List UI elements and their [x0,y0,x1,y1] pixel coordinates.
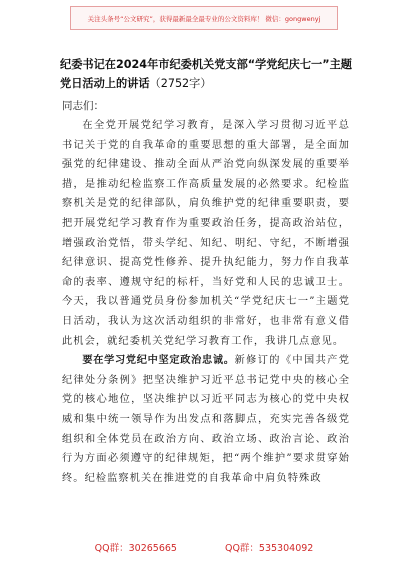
qq-group-2: QQ群：535304092 [224,543,314,554]
footer [0,540,408,554]
paragraph [62,351,350,488]
document-title [60,55,360,93]
header-banner: 关注头条号“公文研究”，获得最新最全最专业的公文资料库！ 微信：gongwenyj [70,6,338,30]
title-text: 纪委书记在2024年市纪委机关党支部“学党纪庆七一”主题党日活动上的讲话 [60,58,352,90]
section-heading: 要在学习党纪中坚定政治忠诚。 [82,355,235,367]
document-body [62,116,350,488]
paragraph: 在全党开展党纪学习教育，是深入学习贯彻习近平总书记关于党的自我革命的重要思想的重大部署，是全面加强党的纪律建设、推动全面从严治党向纵深发展的重要举措，是推动纪检监察工作高质量发展的必然要求。纪检监察机关是党的纪律部队，肩负维护党的纪律重要职责，要把开展党纪学习教育作为重要政治任务，提高政治站位，增强政治党悟，带头学纪、知纪、明纪、守纪，不断增强纪律意识、提高党性修养、提升执纪能力，努力作自我革命的表率、遵规守纪的标杆，当好党和人民的忠诚卫士。今天，我以普通党员身份参加机关“学党纪庆七一”主题党日活动，我认为这次活动组织的非常好，也非常有意义借此机会，就纪委机关党纪学习教育工作，我讲几点意见。 [62,120,350,347]
word-count: （2752字） [149,77,212,90]
greeting: 同志们： [62,100,104,112]
section-text: 新修订的《中国共产党纪律处分条例》把坚决维护习近平总书记党中央的核心全党的核心地位，坚决维护以习近平同志为核心的党中央权威和集中统一领导作为出发点和落脚点，充实完善各级党组织和全体党员在政治方向、政治立场、政治言论、政治行为方面必须遵守的纪律规矩，把“两个维护”要求贯穿始终。纪检监察机关在推进党的自我革命中肩负特殊政 [62,355,350,484]
qq-group-1: QQ群：30265665 [94,543,177,554]
